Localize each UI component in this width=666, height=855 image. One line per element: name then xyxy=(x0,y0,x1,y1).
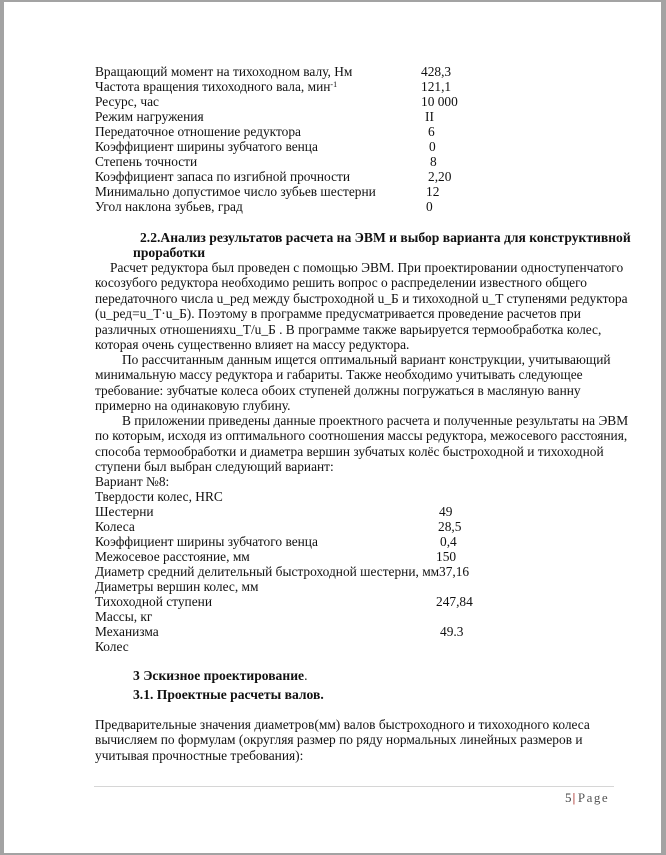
variant-row xyxy=(95,504,615,519)
section-heading-2-2-cont: проработки xyxy=(133,245,206,260)
variant-label: Массы, кг xyxy=(95,609,153,624)
param-value: 2,20 xyxy=(428,169,452,184)
variant-row xyxy=(95,474,615,489)
variant-row xyxy=(95,609,615,624)
variant-value: 28,5 xyxy=(438,519,462,534)
document-page xyxy=(4,2,661,853)
param-label xyxy=(95,79,337,94)
param-value: 121,1 xyxy=(421,79,452,94)
variant-row xyxy=(95,534,615,549)
params-row xyxy=(95,169,615,184)
param-label: Угол наклона зубьев, град xyxy=(95,199,243,214)
paragraph xyxy=(95,352,625,414)
param-value: 12 xyxy=(426,184,440,199)
param-label: Степень точности xyxy=(95,154,198,169)
variant-row xyxy=(95,489,615,504)
paragraph-line: По рассчитанным данным ищется оптимальный вариант конструкции, учитывающий xyxy=(122,352,611,367)
param-label: Минимально допустимое число зубьев шестерни xyxy=(95,184,376,199)
page-number-label: Page xyxy=(577,790,610,805)
paragraph-line: по которым, исходя из оптимального соотношения массы редуктора, межосевого расстояния, xyxy=(95,428,628,444)
params-row xyxy=(95,124,615,139)
page-number-value: 5 xyxy=(565,790,572,805)
param-value: 0 xyxy=(429,139,436,154)
paragraph-line: вычисляем по формулам (округляя размер по ряду нормальных линейных размеров и xyxy=(95,732,583,748)
section-heading-3 xyxy=(133,668,307,683)
param-value: II xyxy=(425,109,434,124)
param-value: 8 xyxy=(430,154,437,169)
paragraph xyxy=(95,717,625,763)
paragraph-line: различных отношенияхu_T/u_Б . В программе также варьируется термообработка колес, xyxy=(95,321,602,337)
param-label: Ресурс, час xyxy=(95,94,159,109)
param-label: Коэффициент запаса по изгибной прочности xyxy=(95,169,351,184)
paragraph-line: примерно на одинаковую глубину. xyxy=(95,398,291,414)
paragraph-line: учитывая прочностные требования): xyxy=(95,747,304,763)
params-row xyxy=(95,79,615,94)
variant-row xyxy=(95,624,615,639)
params-row xyxy=(95,184,615,199)
variant-row xyxy=(95,519,615,534)
variant-value: 0,4 xyxy=(440,534,457,549)
section-heading-2-2: 2.2.Анализ результатов расчета на ЭВМ и выбор варианта для конструктивной xyxy=(140,230,631,245)
variant-label: Коэффициент ширины зубчатого венца xyxy=(95,534,318,549)
variant-row xyxy=(95,639,615,654)
paragraph-line: требование: зубчатые колеса обоих ступеней должны погружаться в масляную ванну xyxy=(95,382,581,398)
variant-label: Механизма xyxy=(95,624,159,639)
param-label: Коэффициент ширины зубчатого венца xyxy=(95,139,318,154)
params-row xyxy=(95,109,615,124)
paragraph-line: передаточного числа u_ред между быстроходной u_Б и тихоходной u_T ступенями редуктора xyxy=(95,290,628,306)
section-heading-3-1: 3.1. Проектные расчеты валов. xyxy=(133,687,324,702)
variant-label: Вариант №8: xyxy=(95,474,170,489)
paragraph-line: минимальную массу редуктора и габариты. Также необходимо учитывать следующее xyxy=(95,367,583,383)
param-label: Передаточное отношение редуктора xyxy=(95,124,301,139)
variant-value: 247,84 xyxy=(436,594,473,609)
param-label-superscript: -1 xyxy=(330,80,338,89)
variant-label: Шестерни xyxy=(95,504,154,519)
param-value: 6 xyxy=(428,124,435,139)
param-label: Режим нагружения xyxy=(95,109,204,124)
param-value: 10 000 xyxy=(421,94,458,109)
variant-row xyxy=(95,594,615,609)
param-label-text: Частота вращения тихоходного вала, мин xyxy=(95,79,331,94)
paragraph xyxy=(95,260,628,353)
paragraph-line: (u_ред=u_T·u_Б). Поэтому в программе предусматривается проведение расчетов при xyxy=(95,306,581,322)
params-row xyxy=(95,64,615,79)
params-row xyxy=(95,154,615,169)
paragraph-line: косозубого редуктора необходимо решить вопрос о распределении известного общего xyxy=(95,275,587,291)
params-row xyxy=(95,94,615,109)
paragraph-line: ступени был выбран следующий вариант: xyxy=(95,459,334,475)
variant-value: 49.3 xyxy=(440,624,464,639)
paragraph-line: способа термообработки и диаметра вершин зубчатых колёс быстроходной и тихоходной xyxy=(95,443,604,459)
variant-value: 49 xyxy=(439,504,453,519)
variant-label: Колес xyxy=(95,639,129,654)
paragraph xyxy=(95,413,629,475)
variant-label: Твердости колес, HRC xyxy=(95,489,223,504)
paragraph-line: Предварительные значения диаметров(мм) валов быстроходного и тихоходного колеса xyxy=(95,717,590,732)
footer-divider xyxy=(94,786,614,787)
variant-row xyxy=(95,549,615,564)
variant-label: Диаметр средний делительный быстроходной шестерни, мм xyxy=(95,564,440,579)
section-heading-3-text: 3 Эскизное проектирование xyxy=(133,668,305,683)
params-row xyxy=(95,199,615,214)
page-number xyxy=(565,790,609,806)
page-number-separator: | xyxy=(572,790,577,805)
paragraph-line: В приложении приведены данные проектного расчета и полученные результаты на ЭВМ xyxy=(122,413,629,428)
variant-label: Диаметры вершин колес, мм xyxy=(95,579,259,594)
variant-label: Межосевое расстояние, мм xyxy=(95,549,250,564)
variant-label: Тихоходной ступени xyxy=(95,594,212,609)
variant-label: Колеса xyxy=(95,519,135,534)
variant-value: 150 xyxy=(436,549,457,564)
variant-row xyxy=(95,564,615,579)
paragraph-line: которая очень существенно влияет на массу редуктора. xyxy=(95,337,410,353)
params-row xyxy=(95,139,615,154)
param-value: 0 xyxy=(426,199,433,214)
variant-row xyxy=(95,579,615,594)
paragraph-line: Расчет редуктора был проведен с помощью ЭВМ. При проектировании одноступенчатого xyxy=(110,260,624,275)
section-heading-3-suffix: . xyxy=(304,668,308,683)
variant-value: 37,16 xyxy=(439,564,470,579)
param-value: 428,3 xyxy=(421,64,452,79)
param-label: Вращающий момент на тихоходном валу, Нм xyxy=(95,64,353,79)
